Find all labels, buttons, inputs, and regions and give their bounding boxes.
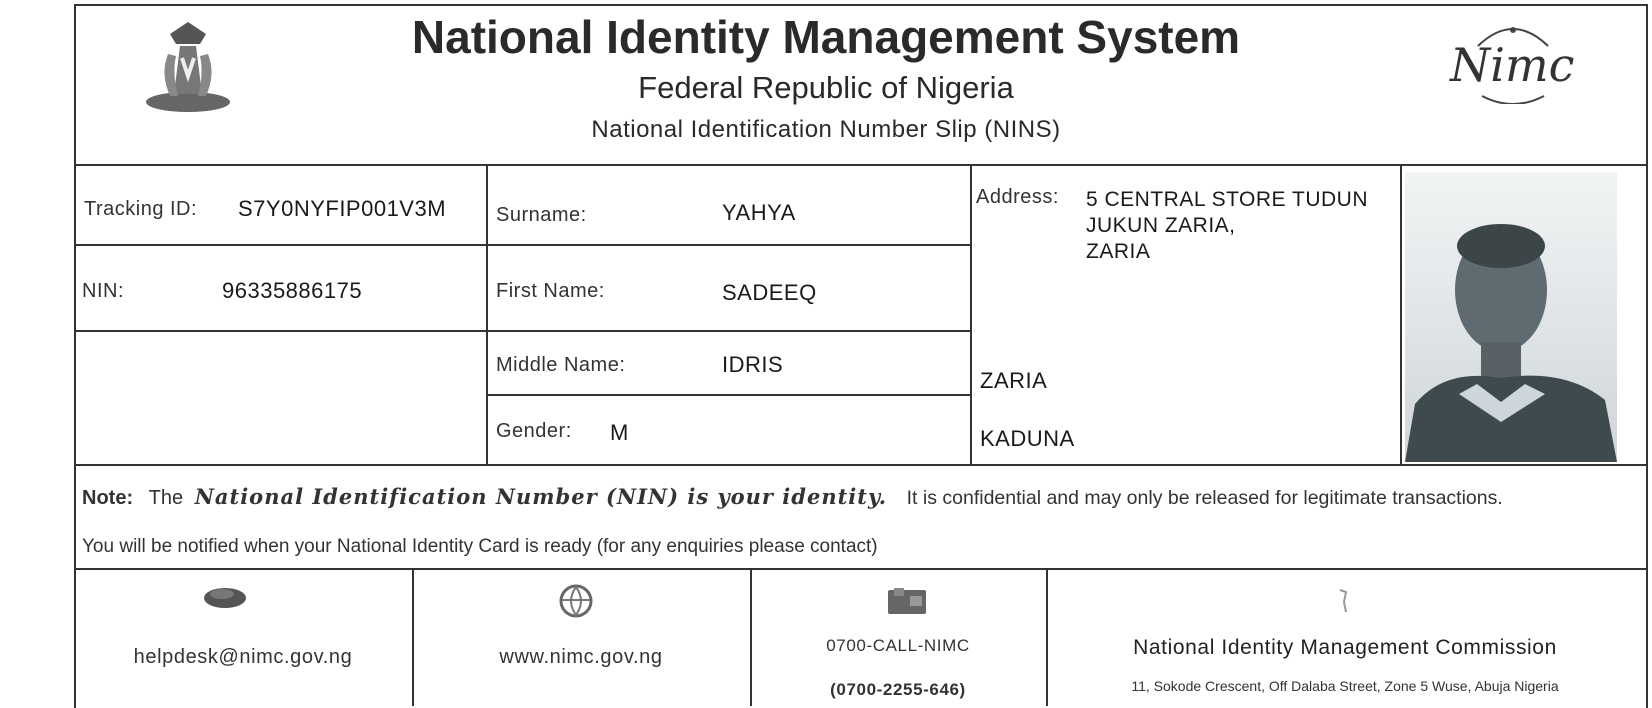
middle-name-value: IDRIS xyxy=(722,352,784,377)
footer-divider-1 xyxy=(412,568,414,706)
note-emphasis: National Identification Number (NIN) is your identity. xyxy=(194,484,888,509)
web-icon xyxy=(556,584,596,618)
nin-value: 96335886175 xyxy=(222,278,363,303)
nimc-logo-icon xyxy=(1448,16,1578,104)
nin-label: NIN: xyxy=(82,280,124,302)
map-icon xyxy=(1336,588,1350,614)
slip-name: National Identification Number Slip (NINS) xyxy=(591,116,1061,143)
col-divider-3 xyxy=(1400,164,1402,464)
state-value: KADUNA xyxy=(980,426,1075,451)
address-line-1: 5 CENTRAL STORE TUDUN xyxy=(1086,188,1368,211)
lga-value: ZARIA xyxy=(980,368,1048,393)
phone-text: 0700-CALL-NIMC xyxy=(826,636,970,655)
first-name-label: First Name: xyxy=(496,280,605,302)
tracking-id-label: Tracking ID: xyxy=(84,198,198,220)
page-title: National Identity Management System xyxy=(411,11,1241,63)
org-address: 11, Sokode Crescent, Off Dalaba Street, Zone 5 Wuse, Abuja Nigeria xyxy=(1131,678,1559,694)
email-icon xyxy=(202,584,248,610)
tracking-id-value: S7Y0NYFIP001V3M xyxy=(238,196,447,221)
gender-value: M xyxy=(610,420,629,445)
website-text: www.nimc.gov.ng xyxy=(499,646,663,668)
org-name: National Identity Management Commission xyxy=(1133,636,1557,659)
surname-value: YAHYA xyxy=(722,200,796,225)
note-lead: The xyxy=(148,487,184,509)
first-name-value: SADEEQ xyxy=(722,280,817,305)
note-divider xyxy=(74,568,1646,570)
phone-icon xyxy=(886,586,928,616)
passport-photo xyxy=(1405,172,1617,462)
note-line-1 xyxy=(82,484,1503,510)
middle-name-label: Middle Name: xyxy=(496,354,626,376)
surname-label: Surname: xyxy=(496,204,587,226)
phone-number-text: (0700-2255-646) xyxy=(830,680,966,699)
row-divider-left-2 xyxy=(74,330,486,332)
note-line-2: You will be notified when your National Identity Card is ready (for any enquiries please contact) xyxy=(82,536,878,557)
row-divider-left-1 xyxy=(74,244,486,246)
row-divider-mid-2 xyxy=(486,330,970,332)
header-divider xyxy=(74,164,1646,166)
address-line-2: JUKUN ZARIA, xyxy=(1086,214,1236,237)
email-text: helpdesk@nimc.gov.ng xyxy=(133,646,353,668)
row-divider-mid-1 xyxy=(486,244,970,246)
address-label: Address: xyxy=(976,186,1059,208)
col-divider-1 xyxy=(486,164,488,464)
col-divider-2 xyxy=(970,164,972,464)
note-rest: It is confidential and may only be released for legitimate transactions. xyxy=(906,487,1503,509)
note-label: Note: xyxy=(82,487,134,509)
nimc-logo-text: Nimc xyxy=(1450,38,1575,92)
gender-label: Gender: xyxy=(496,420,572,442)
page-subtitle: Federal Republic of Nigeria xyxy=(638,70,1014,105)
address-line-3: ZARIA xyxy=(1086,240,1151,263)
details-divider xyxy=(74,464,1646,466)
row-divider-mid-3 xyxy=(486,394,970,396)
